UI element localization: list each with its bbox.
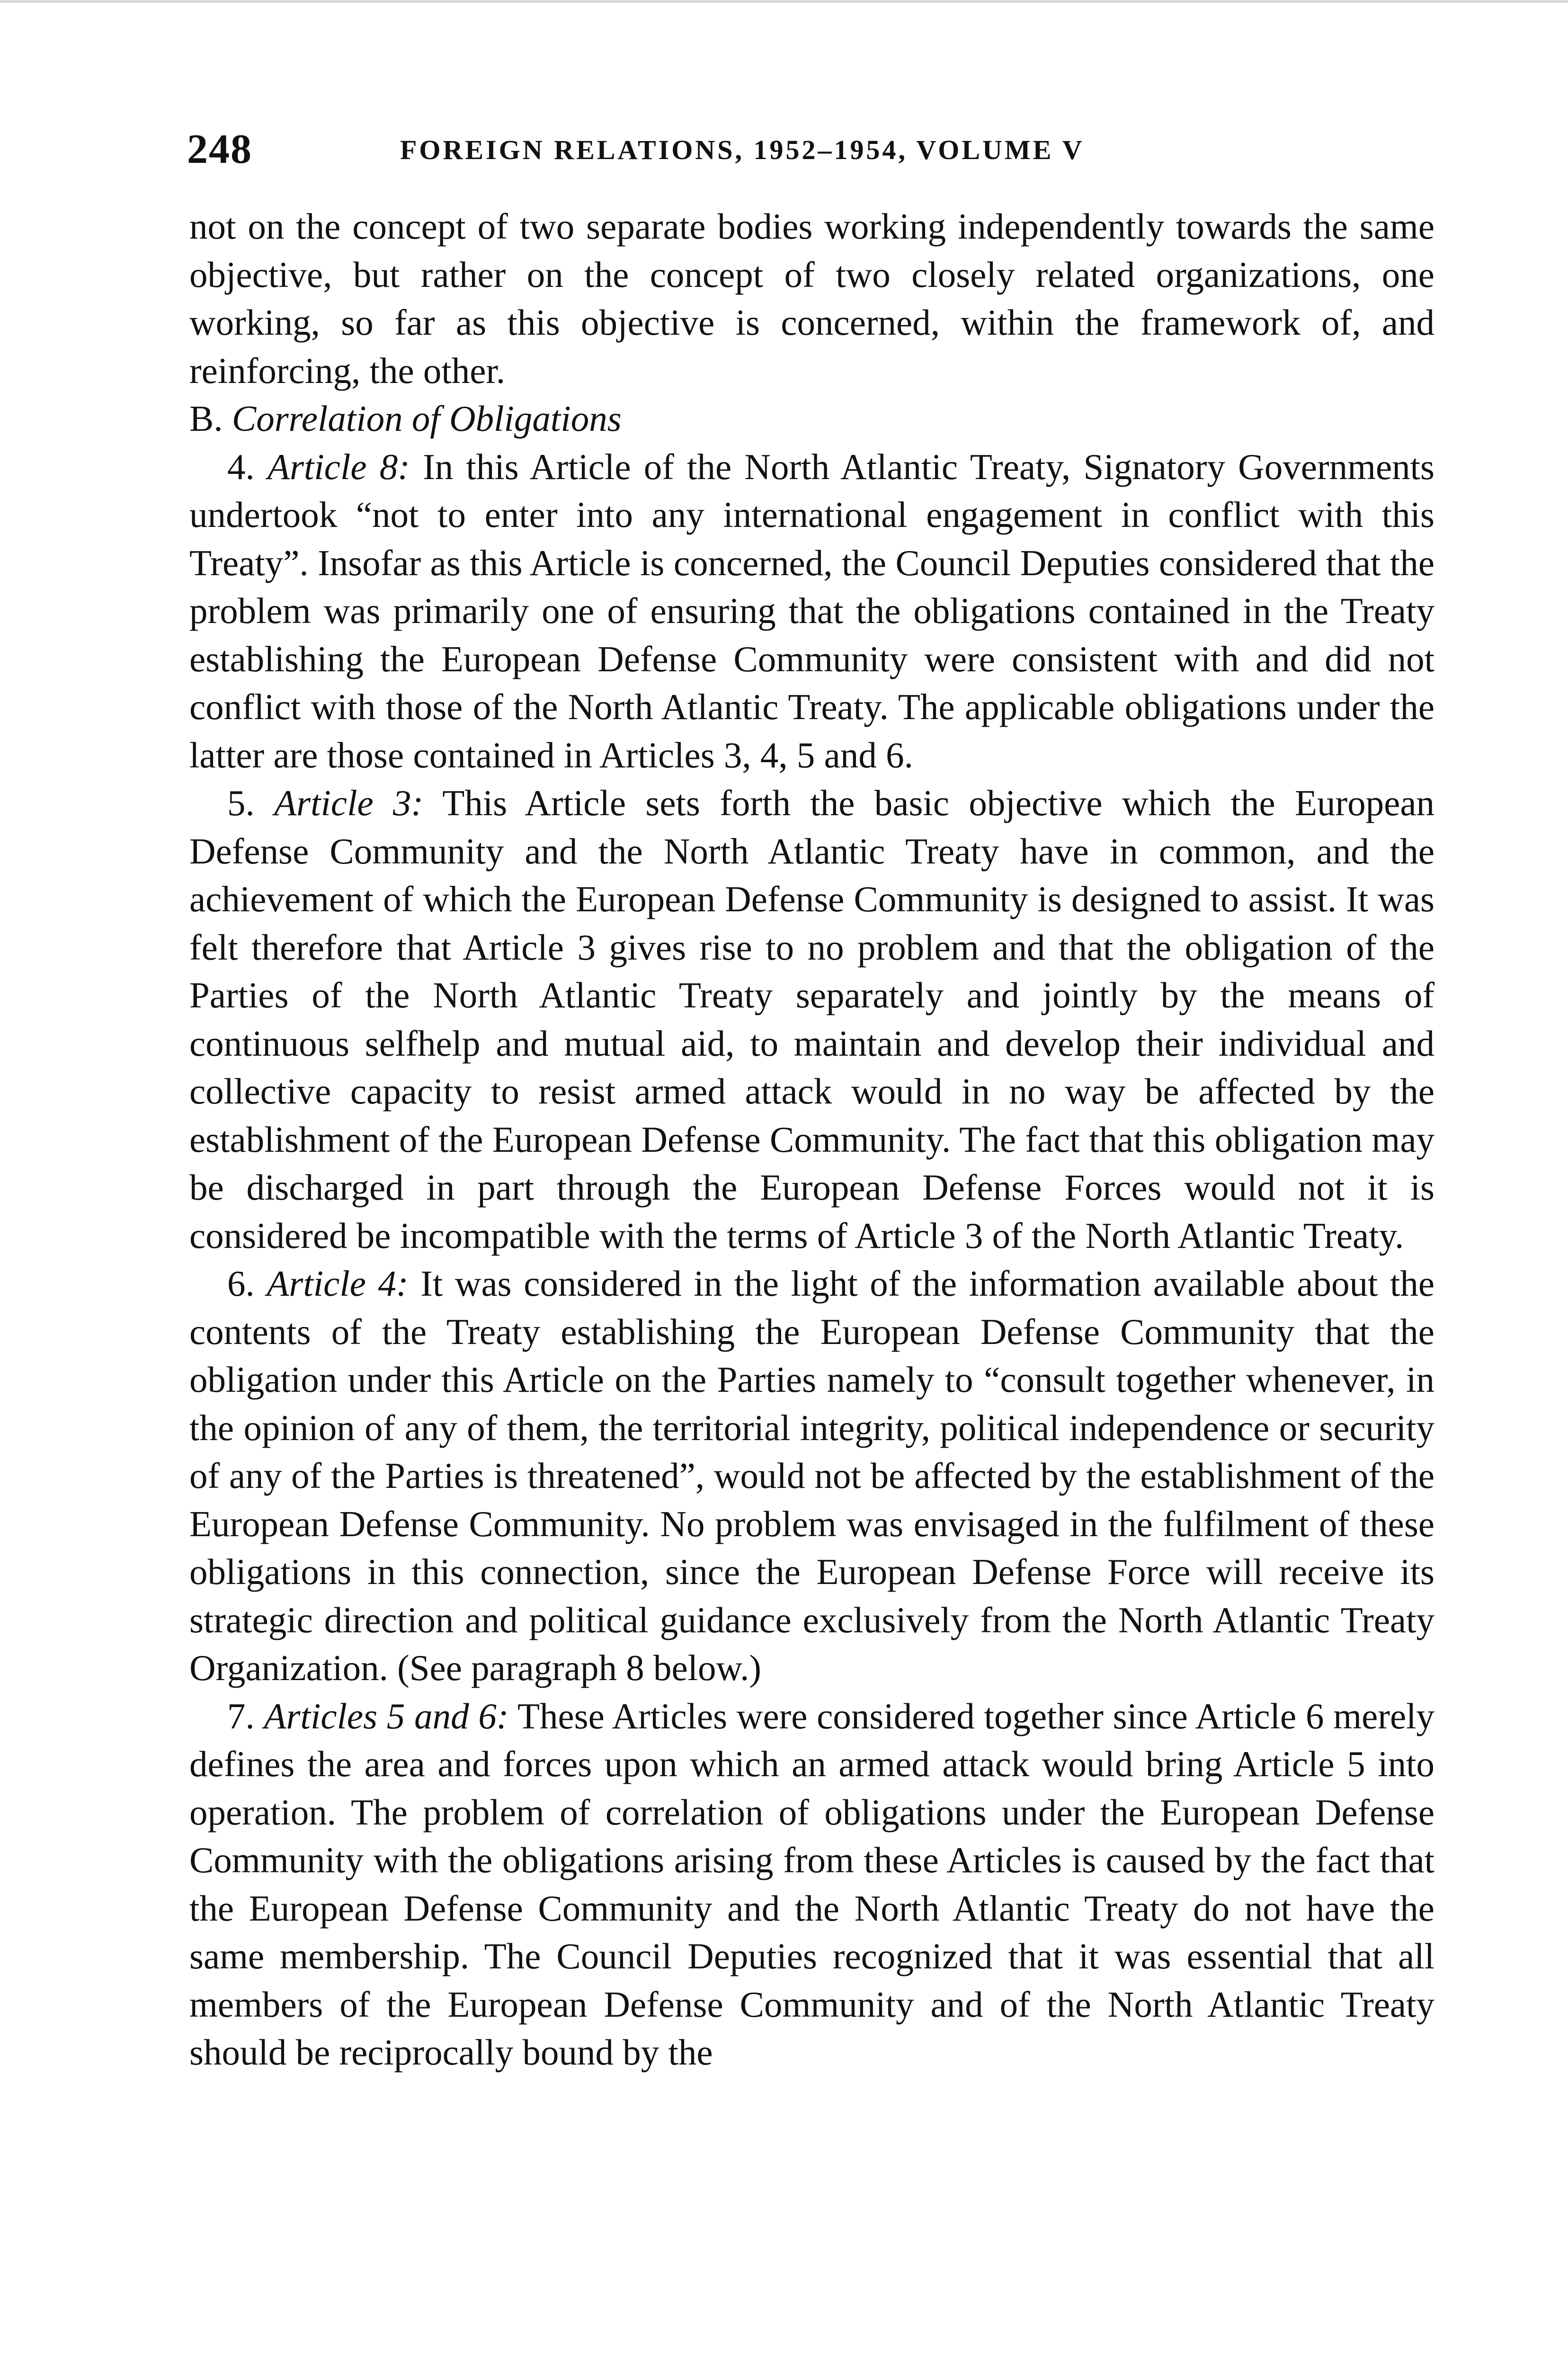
article-reference: Articles 5 and 6: — [264, 1695, 509, 1736]
page-number: 248 — [187, 126, 252, 172]
paragraph-7 — [189, 1692, 1434, 2077]
page-top-edge — [0, 0, 1568, 3]
paragraph-6 — [189, 1260, 1434, 1692]
page-header — [187, 125, 1437, 178]
paragraph-5 — [189, 779, 1434, 1260]
paragraph-text: These Articles were considered together since Article 6 merely defines the area and forces upon which an armed attack would bring Article 5 into operation. The problem of correlation of obligations under the European Defense Community with the obligations arising from these Articles is caused by the fact that the European Defense Community and the North Atlantic Treaty do not have the same membership. The Council Deputies recognized that it was essential that all members of the European Defense Community and of the North Atlantic Treaty should be reciprocally bound by the — [189, 1695, 1435, 2073]
section-heading — [189, 395, 1434, 443]
paragraph-number: 6. — [227, 1263, 255, 1304]
continuation-paragraph: not on the concept of two separate bodies working independently towards the same objective, but rather on the concept of two closely related organizations, one working, so far as this objective is concerned, within the framework of, and reinforcing, the other. — [189, 206, 1434, 391]
paragraph-number: 7. — [227, 1695, 255, 1736]
body-text — [189, 203, 1434, 2077]
paragraph-text: This Article sets forth the basic objective which the European Defense Community and the North Atlantic Treaty have in common, and the achievement of which the European Defense Community is designed to assist. It was felt therefore that Article 3 gives rise to no problem and that the obligation of the Parties of the North Atlantic Treaty separately and jointly by the means of continuous selfhelp and mutual aid, to maintain and develop their individual and collective capacity to resist armed attack would in no way be affected by the establishment of the European Defense Community. The fact that this obligation may be discharged in part through the European Defense Forces would not it is considered be incompatible with the terms of Article 3 of the North Atlantic Treaty. — [189, 783, 1435, 1256]
paragraph-number: 5. — [227, 783, 255, 823]
paragraph-text: In this Article of the North Atlantic Treaty, Signatory Governments undertook “not to enter into any international engagement in conflict with this Treaty”. Insofar as this Article is concerned, the Council Deputies considered that the problem was primarily one of ensuring that the obligations contained in the Treaty establishing the European Defense Community were consistent with and did not conflict with those of the North Atlantic Treaty. The applicable obligations under the latter are those contained in Articles 3, 4, 5 and 6. — [189, 446, 1435, 775]
paragraph-4 — [189, 443, 1434, 780]
paragraph-number: 4. — [227, 446, 255, 487]
section-letter: B. — [189, 398, 223, 439]
running-title: FOREIGN RELATIONS, 1952–1954, VOLUME V — [400, 134, 1085, 165]
article-reference: Article 8: — [267, 446, 410, 487]
article-reference: Article 4: — [267, 1263, 409, 1304]
paragraph-text: It was considered in the light of the information available about the contents of the Treaty establishing the European Defense Community that the obligation under this Article on the Parties namely to “consult together whenever, in the opinion of any of them, the territorial integrity, political independence or security of any of the Parties is threatened”, would not be affected by the establishment of the European Defense Community. No problem was envisaged in the fulfilment of these obligations in this connection, since the European Defense Force will receive its strategic direction and political guidance exclusively from the North Atlantic Treaty Organization. (See paragraph 8 below.) — [189, 1263, 1435, 1688]
section-title: Correlation of Obligations — [232, 398, 622, 439]
article-reference: Article 3: — [274, 783, 424, 823]
